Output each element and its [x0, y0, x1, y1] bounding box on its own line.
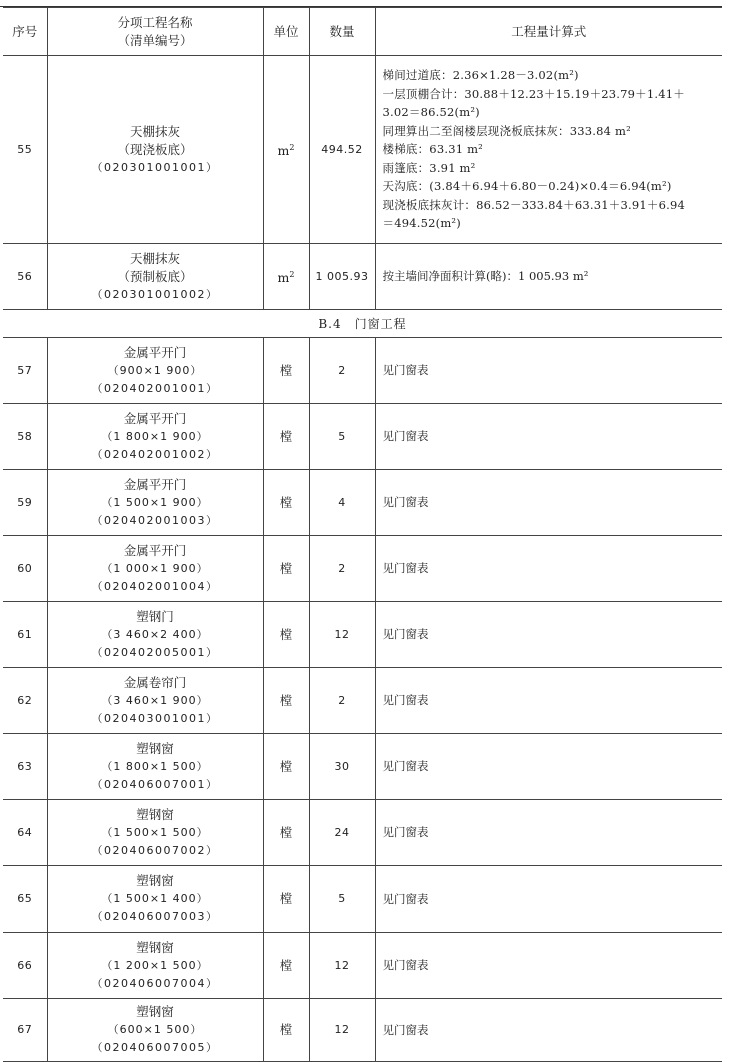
item-size: （600×1 500） [107, 1023, 203, 1036]
quantity-cell: 1 005.93 [309, 244, 375, 310]
table-row [3, 404, 722, 470]
item-name-cell [47, 866, 263, 933]
row-number: 65 [3, 866, 47, 933]
unit-cell: 樘 [263, 866, 309, 933]
table-row [3, 470, 722, 536]
calc-cell: 见门窗表 [375, 933, 722, 999]
item-size: （1 000×1 900） [101, 561, 209, 575]
item-code: （020403001001） [91, 711, 219, 725]
item-size: （3 460×2 400） [101, 627, 209, 641]
calc-cell: 按主墙间净面积计算(略)：1 005.93 m² [375, 244, 722, 310]
unit-cell: 樘 [263, 602, 309, 668]
item-size: （1 800×1 500） [101, 759, 209, 773]
item-name: 金属卷帘门 [123, 674, 187, 690]
table-row [3, 536, 722, 602]
item-size: （1 500×1 400） [101, 892, 209, 905]
quantity-cell: 2 [309, 536, 375, 602]
row-number: 58 [3, 404, 47, 470]
item-size: （1 800×1 900） [101, 429, 209, 443]
unit-text: m [277, 143, 290, 159]
table-row [3, 734, 722, 800]
row-number: 56 [3, 244, 47, 310]
quantity-cell: 12 [309, 602, 375, 668]
unit-text: m [277, 270, 290, 286]
unit-sup: 2 [289, 142, 295, 152]
quantity-cell: 5 [309, 404, 375, 470]
item-name-cell [47, 536, 263, 602]
item-code: （020301001001） [91, 160, 219, 174]
table-row [3, 56, 722, 244]
calc-cell [375, 56, 722, 244]
calc-line: 现浇板底抹灰计：86.52－333.84＋63.31＋3.91＋6.94 [382, 197, 685, 212]
row-number: 59 [3, 470, 47, 536]
item-code: （020406007005） [91, 1041, 219, 1054]
unit-cell: 樘 [263, 668, 309, 734]
item-code: （020406007003） [91, 910, 219, 923]
calc-cell: 见门窗表 [375, 866, 722, 933]
quantity-cell: 4 [309, 470, 375, 536]
item-name: 天棚抹灰 [129, 123, 180, 139]
item-size: （900×1 900） [107, 363, 203, 377]
row-number: 55 [3, 56, 47, 244]
unit-cell: 樘 [263, 536, 309, 602]
item-code: （020406007001） [91, 777, 219, 791]
row-number: 60 [3, 536, 47, 602]
calc-cell: 见门窗表 [375, 734, 722, 800]
item-code: （020402001001） [91, 381, 219, 395]
unit-cell [263, 244, 309, 310]
item-size: （1 500×1 500） [101, 825, 209, 839]
item-name-cell [47, 734, 263, 800]
item-code: （020406007002） [91, 843, 219, 857]
table-row [3, 866, 722, 933]
unit-cell: 樘 [263, 404, 309, 470]
calc-line: 3.02＝86.52(m²) [382, 105, 480, 120]
item-code: （020402001002） [91, 447, 219, 461]
unit-cell: 樘 [263, 800, 309, 866]
item-name-cell [47, 56, 263, 244]
row-number: 57 [3, 338, 47, 404]
item-name: 金属平开门 [123, 410, 187, 426]
item-name-cell [47, 668, 263, 734]
quantity-table [3, 7, 722, 1062]
row-number: 67 [3, 999, 47, 1062]
quantity-cell: 12 [309, 933, 375, 999]
calc-line: 楼梯底：63.31 m² [382, 142, 483, 157]
item-size: （3 460×1 900） [101, 693, 209, 707]
calc-line: 雨篷底：3.91 m² [382, 160, 476, 175]
calc-line: 同理算出二至阁楼层现浇板底抹灰：333.84 m² [382, 123, 631, 138]
table-row [3, 602, 722, 668]
item-name: 塑钢窗 [136, 939, 174, 955]
unit-cell [263, 56, 309, 244]
item-name-cell [47, 470, 263, 536]
item-name-cell [47, 800, 263, 866]
calc-cell: 见门窗表 [375, 470, 722, 536]
header-name [47, 8, 263, 56]
item-name: 金属平开门 [123, 476, 187, 492]
item-spec: （预制板底） [117, 268, 193, 284]
header-unit: 单位 [263, 8, 309, 56]
item-name: 塑钢门 [136, 608, 174, 624]
item-name-cell [47, 244, 263, 310]
header-no: 序号 [3, 8, 47, 56]
section-row [3, 310, 722, 338]
table-row [3, 933, 722, 999]
calc-line: 天沟底：(3.84＋6.94＋6.80－0.24)×0.4＝6.94(m²) [382, 179, 672, 194]
calc-cell: 见门窗表 [375, 999, 722, 1062]
calc-line: 一层顶棚合计：30.88＋12.23＋15.19＋23.79＋1.41＋ [382, 86, 685, 101]
item-code: （020406007004） [91, 976, 219, 990]
item-name-cell [47, 602, 263, 668]
unit-cell: 樘 [263, 470, 309, 536]
table-row [3, 800, 722, 866]
quantity-cell: 30 [309, 734, 375, 800]
header-qty: 数量 [309, 8, 375, 56]
quantity-cell: 12 [309, 999, 375, 1062]
header-name-line2: （清单编号） [117, 32, 193, 48]
row-number: 61 [3, 602, 47, 668]
quantity-cell: 24 [309, 800, 375, 866]
quantity-cell: 2 [309, 668, 375, 734]
header-name-line1: 分项工程名称 [117, 14, 193, 30]
quantity-cell: 494.52 [309, 56, 375, 244]
item-name: 塑钢窗 [136, 806, 174, 822]
calc-cell: 见门窗表 [375, 338, 722, 404]
row-number: 62 [3, 668, 47, 734]
item-name: 塑钢窗 [136, 873, 174, 888]
row-number: 64 [3, 800, 47, 866]
table-row [3, 668, 722, 734]
unit-cell: 樘 [263, 734, 309, 800]
item-name: 金属平开门 [123, 542, 187, 558]
item-name: 天棚抹灰 [129, 250, 180, 266]
item-name-cell [47, 404, 263, 470]
item-code: （020402001004） [91, 579, 219, 593]
item-name: 塑钢窗 [136, 1004, 174, 1019]
item-name-cell [47, 338, 263, 404]
table-row [3, 244, 722, 310]
quantity-cell: 5 [309, 866, 375, 933]
row-number: 66 [3, 933, 47, 999]
item-name: 塑钢窗 [136, 740, 174, 756]
item-spec: （现浇板底） [117, 141, 193, 157]
item-name-cell [47, 933, 263, 999]
item-size: （1 200×1 500） [101, 958, 209, 972]
item-code: （020402005001） [91, 645, 219, 659]
calc-line: ＝494.52(m²) [382, 216, 461, 231]
calc-cell: 见门窗表 [375, 602, 722, 668]
header-calc: 工程量计算式 [375, 8, 722, 56]
unit-cell: 樘 [263, 338, 309, 404]
calc-cell: 见门窗表 [375, 800, 722, 866]
calc-line: 梯间过道底：2.36×1.28－3.02(m²) [382, 68, 579, 83]
unit-cell: 樘 [263, 933, 309, 999]
item-size: （1 500×1 900） [101, 495, 209, 509]
quantity-cell: 2 [309, 338, 375, 404]
table-row [3, 338, 722, 404]
calc-cell: 见门窗表 [375, 404, 722, 470]
calc-cell: 见门窗表 [375, 536, 722, 602]
table-row [3, 999, 722, 1062]
item-name: 金属平开门 [123, 344, 187, 360]
item-code: （020402001003） [91, 513, 219, 527]
header-row [3, 8, 722, 56]
unit-sup: 2 [289, 269, 295, 279]
item-name-cell [47, 999, 263, 1062]
unit-cell: 樘 [263, 999, 309, 1062]
door-window-rows [3, 338, 722, 1062]
row-number: 63 [3, 734, 47, 800]
section-title: B.4 门窗工程 [3, 310, 722, 338]
item-code: （020301001002） [91, 287, 219, 301]
calc-cell: 见门窗表 [375, 668, 722, 734]
